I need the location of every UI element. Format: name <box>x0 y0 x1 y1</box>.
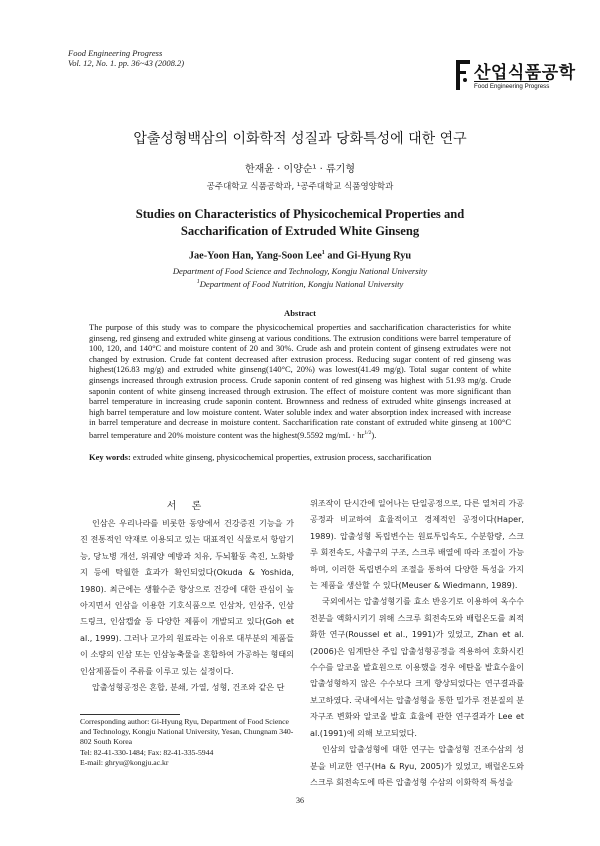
authors-english-part1: Jae-Yoon Han, Yang-Soon Lee <box>188 250 322 262</box>
right-paragraph-3: 인삼의 압출성형에 대한 연구는 압출성형 건조수삼의 성분을 비교한 연구(Ha & Ryu, 2005)가 있었고, 배럴온도와 스크루 회전속도에 따른 압출성형 수삼의 이화학적 특성을 <box>310 744 524 787</box>
journal-header <box>68 48 184 68</box>
affiliation-korean: 공주대학교 식품공학과, ¹공주대학교 식품영양학과 <box>206 182 394 192</box>
journal-citation: Vol. 12, No. 1. pp. 36~43 (2008.2) <box>68 58 185 68</box>
affiliation-english <box>0 266 600 290</box>
footnote-phone: Tel: 82-41-330-1484; Fax: 82-41-335-5944 <box>80 747 214 757</box>
left-column <box>80 515 294 695</box>
left-paragraph-2: 압출성형공정은 혼합, 분쇄, 가열, 성형, 건조와 같은 단 <box>92 682 285 693</box>
title-english <box>80 206 520 240</box>
keywords <box>89 452 511 462</box>
footnote-divider <box>80 714 180 715</box>
abstract-end: ). <box>371 429 377 440</box>
authors-english <box>0 250 600 261</box>
footnote-corresponding: Corresponding author: Gi-Hyung Ryu, Department of Food Science and Technology, Kongju National University, Yesan, Chungnam 340-802 South Korea <box>80 717 294 747</box>
right-paragraph-1: 위조작이 단시간에 일어나는 단일공정으로, 다른 열처리 가공공정과 비교하여 효율적이고 경제적인 공정이다(Haper, 1989). 압출성형 독립변수는 원료투입속도, 수분함량, 스크루 회전속도, 사출구의 구조, 스크루 배열에 따라 조절이 가능하며, 이러한 독립변수의 조절을 통하여 다양한 특성을 가지는 제품을 생산할 수 있다(Meuser & Wiedmann, 1989). <box>310 498 524 591</box>
right-column <box>310 495 524 790</box>
affiliation-english-line2-text: Department of Food Nutrition, Kongju National University <box>199 278 404 289</box>
authors-korean: 한재윤 · 이양순¹ · 류기형 <box>244 164 356 175</box>
footnote-email: E-mail: ghryu@kongju.ac.kr <box>80 757 169 767</box>
title-english-line2: Saccharification of Extruded White Ginseng <box>180 224 420 238</box>
abstract-heading: Abstract <box>284 308 316 318</box>
page-number: 36 <box>296 796 304 805</box>
keywords-text: extruded white ginseng, physicochemical properties, extrusion process, saccharification <box>130 452 432 462</box>
journal-name: Food Engineering Progress <box>68 48 163 58</box>
logo-english-text: Food Engineering Progress <box>474 83 550 90</box>
keywords-label: Key words: <box>89 452 131 462</box>
affiliation-english-line1: Department of Food Science and Technology, Kongju National University <box>172 266 428 276</box>
abstract-sup: 1/2 <box>364 429 372 436</box>
affiliation-english-line2 <box>0 277 600 290</box>
journal-logo <box>456 60 576 94</box>
title-english-line1: Studies on Characteristics of Physicochemical Properties and <box>135 207 465 221</box>
abstract-body <box>89 322 511 440</box>
left-paragraph-1: 인삼은 우리나라를 비롯한 동양에서 건강증진 기능을 가진 전통적인 약재로 이용되고 있는 대표적인 식물로서 항암기능, 당뇨병 개선, 위궤양 예방과 치유, 두뇌활동 촉진, 노화방지 등에 탁월한 효과가 확인되었다(Okuda & Yoshida, 1980). 최근에는 생활수준 향상으로 건강에 대한 관심이 높아지면서 인삼을 이용한 기호식품으로 인삼차, 인삼주, 인삼 드링크, 인삼캡슐 등 다양한 제품이 개발되고 있다(Goh et al., 1999). 그러나 고가의 원료라는 이유로 대부분의 제품들이 소량의 인삼 또는 인삼농축물을 혼합하여 가공하는 형태의 인삼제품들이 주류를 이루고 있는 실정이다. <box>80 518 294 676</box>
authors-english-part2: and Gi-Hyung Ryu <box>324 250 412 262</box>
logo-f-icon <box>456 60 470 90</box>
section-heading-introduction: 서 론 <box>166 501 208 512</box>
logo-korean-text: 산업식품공학 <box>474 63 576 83</box>
abstract-text: The purpose of this study was to compare the physicochemical properties and saccharification characteristics for white ginseng, red ginseng and extruded white ginseng at various conditions. The extrusion conditions were barrel temperature of 100, 120, and 140°C and moisture content of 20 and 30%. Crude ash and protein content of ginseng extrudates were not changed by extrusion. Crude fat content decreased after extrusion process. Reducing sugar content of red ginseng was highest(126.83 mg/g) and extruded white ginseng(140°C, 20%) was lowest(41.49 mg/g). Total sugar content of white ginsengs increased through extrusion process. Crude saponin content of red ginseng was highest with 51.93 mg/g. Crude saponin content of white ginseng increased through extrusion. The effect of moisture content was more significant than barrel temperature in increasing crude saponin content. Brownness and redness of extruded white ginsengs increased at high barrel temperature and low moisture content. Water soluble index and water absorption index increased with increase in barrel temperature and decrease in moisture content. Saccharification rate constant of extruded white ginseng at 100°C barrel temperature and 20% moisture content was the highest(9.5592 mg/mL · hr <box>89 322 511 440</box>
footnote <box>80 717 296 768</box>
right-paragraph-2: 국외에서는 압출성형기를 효소 반응기로 이용하여 옥수수전분을 액화시키기 위해 스크루 회전속도와 배럴온도를 최적화한 연구(Roussel et al., 1991)가 있었고, Zhan et al.(2006)은 임계탄산 주입 압출성형공정을 적용하여 호화시킨 수수를 알코올 발효원으로 이용했을 경우 에탄올 발효수율이 압출성형하지 않은 수수보다 크게 향상되었다는 연구결과를 보고하였다. 국내에서는 압출성형을 통한 밀가루 전분질의 분자구조 변화와 알코올 발효 효율에 관한 연구결과가 Lee et al.(1991)에 의해 보고되었다. <box>310 596 524 738</box>
title-korean: 압출성형백삼의 이화학적 성질과 당화특성에 대한 연구 <box>133 131 467 147</box>
authors-english-sup: 1 <box>321 250 325 256</box>
affiliation-english-sup: 1 <box>196 279 200 285</box>
